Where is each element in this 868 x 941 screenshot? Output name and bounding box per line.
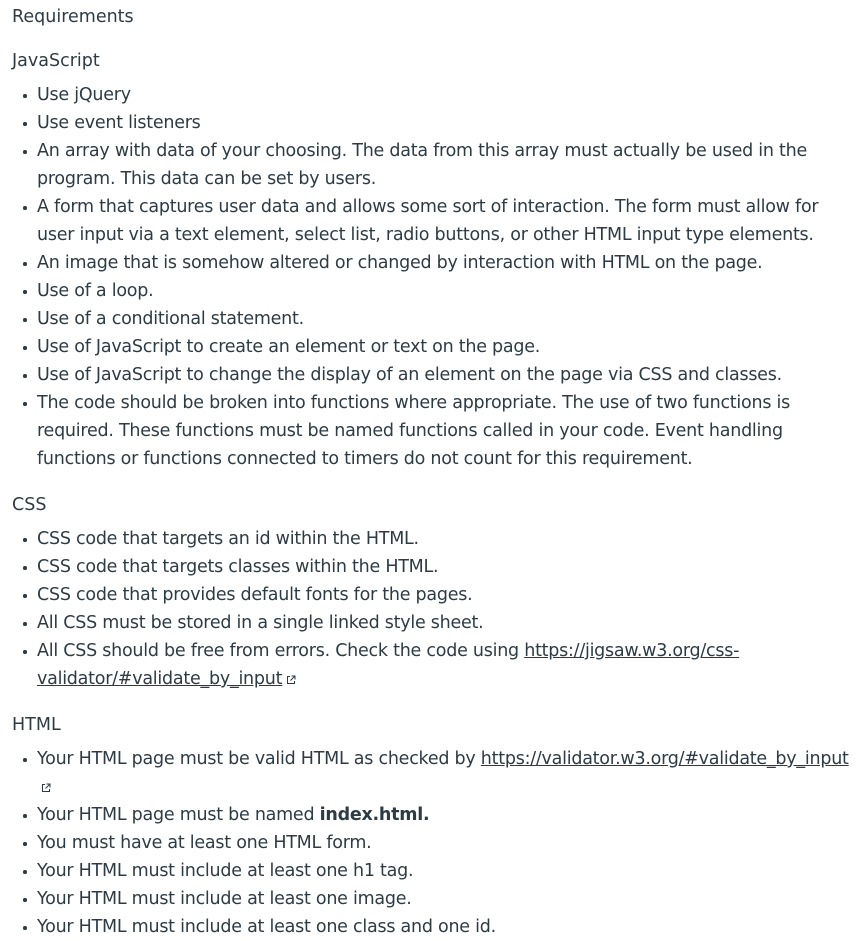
external-link-icon[interactable]	[286, 675, 296, 685]
list-item: Use of JavaScript to create an element or text on the page.	[37, 333, 862, 361]
list-item: CSS code that targets an id within the HTML.	[37, 525, 862, 553]
html-requirements-list	[12, 745, 862, 941]
list-item: Your HTML must include at least one h1 tag.	[37, 857, 862, 885]
list-item: An image that is somehow altered or changed by interaction with HTML on the page.	[37, 249, 862, 277]
list-item: All CSS must be stored in a single linked style sheet.	[37, 609, 862, 637]
javascript-requirements-list	[12, 81, 862, 473]
list-item-css-validator	[37, 637, 862, 693]
html-validator-text: Your HTML page must be valid HTML as checked by	[37, 749, 481, 769]
list-item: The code should be broken into functions where appropriate. The use of two functions is required. These functions must be named functions called in your code. Event handling functions or functions connected to timers do not count for this requirement.	[37, 389, 862, 473]
list-item: A form that captures user data and allows some sort of interaction. The form must allow for user input via a text element, select list, radio buttons, or other HTML input type elements.	[37, 193, 862, 249]
external-link-icon[interactable]	[41, 783, 51, 793]
list-item: Your HTML must include at least one image.	[37, 885, 862, 913]
section-title-html: HTML	[12, 715, 61, 735]
list-item-index-name	[37, 801, 862, 829]
list-item: CSS code that targets classes within the HTML.	[37, 553, 862, 581]
index-filename: index.html.	[319, 805, 430, 825]
list-item: Use of a conditional statement.	[37, 305, 862, 333]
list-item: An array with data of your choosing. The data from this array must actually be used in the program. This data can be set by users.	[37, 137, 862, 193]
css-validator-link[interactable]: https://jigsaw.w3.org/css-validator/#validate_by_input	[37, 641, 740, 689]
html-validator-link[interactable]: https://validator.w3.org/#validate_by_input	[480, 749, 849, 769]
list-item-html-validator	[37, 745, 862, 801]
list-item: Your HTML must include at least one class and one id.	[37, 913, 862, 941]
index-name-text: Your HTML page must be named	[37, 805, 320, 825]
css-requirements-list	[12, 525, 862, 693]
section-title-javascript: JavaScript	[12, 51, 100, 71]
list-item: Use event listeners	[37, 109, 862, 137]
page-title: Requirements	[12, 7, 134, 27]
css-validator-text: All CSS should be free from errors. Check the code using	[37, 641, 525, 661]
section-title-css: CSS	[12, 495, 47, 515]
list-item: You must have at least one HTML form.	[37, 829, 862, 857]
list-item: CSS code that provides default fonts for the pages.	[37, 581, 862, 609]
list-item: Use of a loop.	[37, 277, 862, 305]
list-item: Use jQuery	[37, 81, 862, 109]
list-item: Use of JavaScript to change the display of an element on the page via CSS and classes.	[37, 361, 862, 389]
